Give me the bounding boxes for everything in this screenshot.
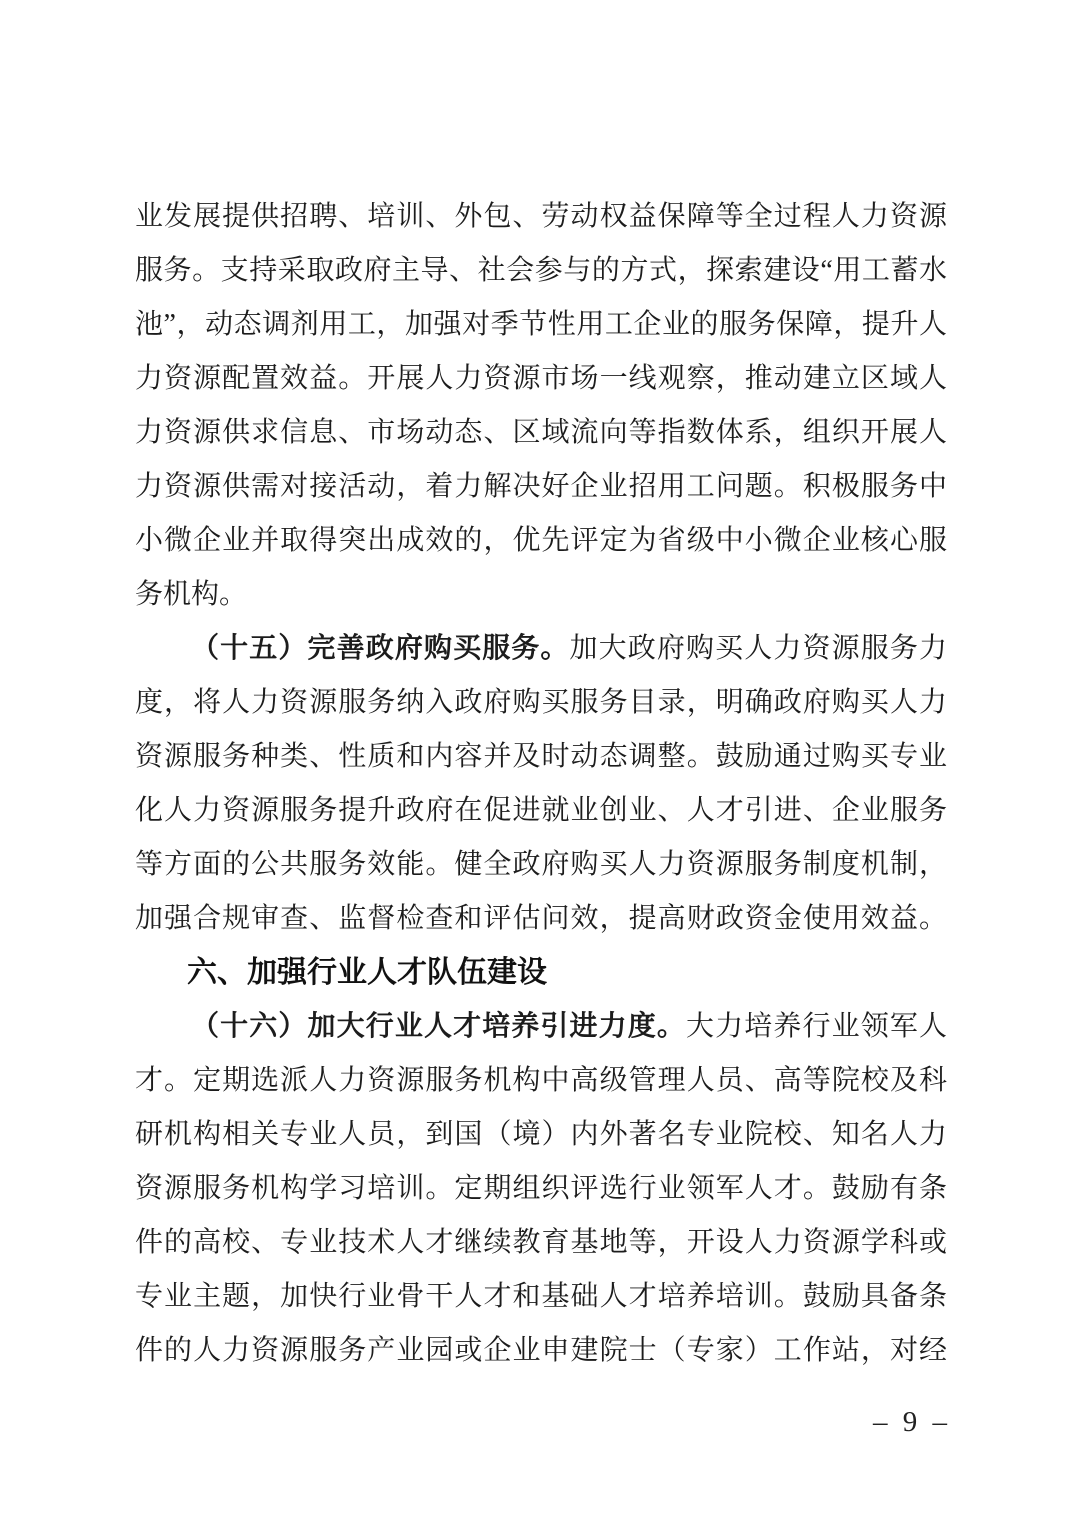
body-line: 资源服务种类、性质和内容并及时动态调整。鼓励通过购买专业	[135, 741, 947, 772]
body-line: 件的人力资源服务产业园或企业申建院士（专家）工作站，对经	[135, 1335, 947, 1366]
body-line: 化人力资源服务提升政府在促进就业创业、人才引进、企业服务	[135, 795, 947, 826]
body-line: 业发展提供招聘、培训、外包、劳动权益保障等全过程人力资源	[135, 201, 947, 232]
body-line: 资源服务机构学习培训。定期组织评选行业领军人才。鼓励有条	[135, 1173, 947, 1204]
section-heading-6: 六、加强行业人才队伍建设	[187, 956, 547, 989]
page-number: – 9 –	[873, 1406, 951, 1438]
body-line: 服务。支持采取政府主导、社会参与的方式，探索建设“用工蓄水	[135, 255, 947, 286]
body-line: 力资源供需对接活动，着力解决好企业招用工问题。积极服务中	[135, 471, 947, 502]
clause-15-text: 加大政府购买人力资源服务力	[569, 633, 947, 664]
body-line: 才。定期选派人力资源服务机构中高级管理人员、高等院校及科	[135, 1065, 947, 1096]
clause-15-line	[135, 622, 947, 676]
clause-16-text: 大力培养行业领军人	[686, 1011, 947, 1042]
paragraph-end-line: 务机构。	[135, 579, 248, 610]
body-line: 件的高校、专业技术人才继续教育基地等，开设人力资源学科或	[135, 1227, 947, 1258]
body-line: 等方面的公共服务效能。健全政府购买人力资源服务制度机制，	[135, 849, 947, 880]
clause-15-title: （十五）完善政府购买服务。	[191, 633, 570, 664]
body-line: 力资源配置效益。开展人力资源市场一线观察，推动建立区域人	[135, 363, 947, 394]
clause-16-title: （十六）加大行业人才培养引进力度。	[191, 1011, 687, 1042]
body-line: 力资源供求信息、市场动态、区域流向等指数体系，组织开展人	[135, 417, 947, 448]
body-line: 专业主题，加快行业骨干人才和基础人才培养培训。鼓励具备条	[135, 1281, 947, 1312]
body-line: 加强合规审查、监督检查和评估问效，提高财政资金使用效益。	[135, 903, 947, 934]
document-body	[135, 190, 947, 1378]
body-line: 小微企业并取得突出成效的，优先评定为省级中小微企业核心服	[135, 525, 947, 556]
body-line: 研机构相关专业人员，到国（境）内外著名专业院校、知名人力	[135, 1119, 947, 1150]
clause-16-line	[135, 1000, 947, 1054]
body-line: 池”，动态调剂用工，加强对季节性用工企业的服务保障，提升人	[135, 309, 947, 340]
body-line: 度，将人力资源服务纳入政府购买服务目录，明确政府购买人力	[135, 687, 947, 718]
